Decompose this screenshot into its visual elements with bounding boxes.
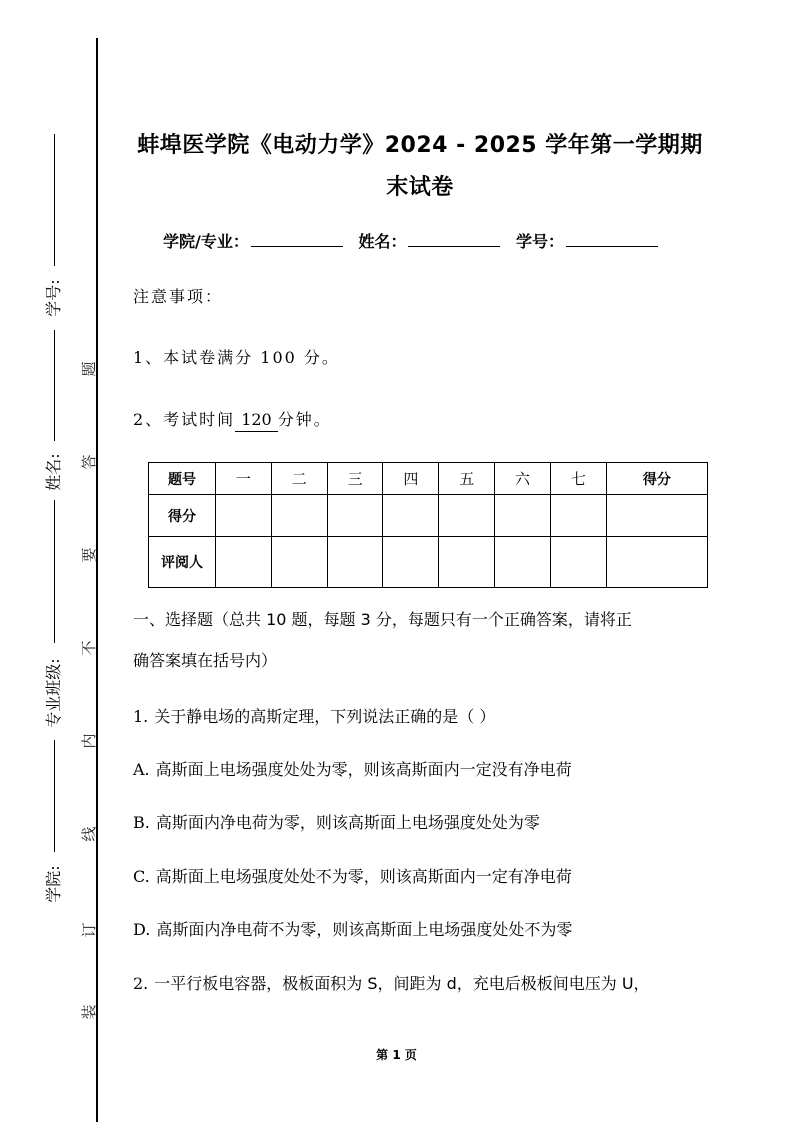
seal-char: 订 — [80, 922, 98, 938]
seal-char: 答 — [80, 454, 98, 470]
score-cell[interactable] — [383, 495, 439, 537]
score-cell[interactable] — [271, 495, 327, 537]
header-cell: 题号 — [149, 463, 216, 495]
score-cell[interactable] — [216, 495, 272, 537]
reviewer-cell[interactable] — [439, 537, 495, 588]
question-text: 一平行板电容器，极板面积为 S，间距为 d，充电后极板间电压为 U， — [154, 974, 650, 993]
seal-char: 内 — [80, 733, 98, 749]
score-cell[interactable] — [439, 495, 495, 537]
page-number: 第 1 页 — [376, 1048, 417, 1062]
score-cell[interactable] — [327, 495, 383, 537]
reviewer-cell[interactable] — [216, 537, 272, 588]
table-row — [149, 495, 708, 537]
name-label: 姓名： — [358, 232, 407, 251]
note-item-2-prefix: 2、考试时间 — [133, 410, 236, 429]
exam-duration-value: 120 — [235, 409, 278, 432]
college-major-label: 学院/专业： — [163, 232, 249, 251]
side-label-name: 姓名: — [44, 453, 63, 491]
option-text: 高斯面上电场强度处处不为零，则该高斯面内一定有净电荷 — [155, 867, 572, 886]
reviewer-cell[interactable] — [550, 537, 606, 588]
student-id-field[interactable] — [566, 230, 658, 247]
option-text: 高斯面内净电荷不为零，则该高斯面上电场强度处处不为零 — [156, 920, 573, 939]
option-a[interactable] — [133, 759, 572, 781]
name-line — [54, 330, 55, 441]
reviewer-cell[interactable] — [383, 537, 439, 588]
note-item-2-suffix: 分钟。 — [277, 410, 332, 429]
option-c[interactable] — [133, 866, 572, 888]
question-1 — [133, 706, 495, 728]
side-label-college: 学院: — [44, 865, 63, 903]
name-field[interactable] — [408, 230, 500, 247]
score-table — [148, 462, 708, 588]
score-cell[interactable] — [606, 495, 707, 537]
header-cell: 二 — [271, 463, 327, 495]
question-number: 2. — [133, 974, 149, 993]
note-item-2 — [133, 409, 332, 432]
header-cell: 七 — [550, 463, 606, 495]
header-cell: 五 — [439, 463, 495, 495]
question-number: 1. — [133, 707, 149, 726]
student-id-line — [54, 134, 55, 266]
reviewer-cell[interactable] — [327, 537, 383, 588]
reviewer-cell[interactable] — [271, 537, 327, 588]
option-label: A. — [133, 760, 150, 779]
row-label: 得分 — [149, 495, 216, 537]
reviewer-cell[interactable] — [606, 537, 707, 588]
question-text: 关于静电场的高斯定理，下列说法正确的是（ ） — [154, 707, 496, 726]
exam-title-line1: 蚌埠医学院《电动力学》2024 - 2025 学年第一学期期 — [137, 133, 703, 158]
notes-heading: 注意事项： — [133, 287, 224, 306]
option-label: B. — [133, 813, 150, 832]
option-text: 高斯面上电场强度处处为零，则该高斯面内一定没有净电荷 — [155, 760, 572, 779]
seal-char: 题 — [80, 361, 98, 377]
section-heading-line2: 确答案填在括号内） — [133, 651, 278, 670]
header-cell: 三 — [327, 463, 383, 495]
option-b[interactable] — [133, 812, 540, 834]
score-cell[interactable] — [550, 495, 606, 537]
row-label: 评阅人 — [149, 537, 216, 588]
header-cell: 一 — [216, 463, 272, 495]
note-item-1: 1、本试卷满分 100 分。 — [133, 348, 340, 367]
binding-line — [96, 38, 98, 1122]
exam-title-line2: 末试卷 — [386, 175, 454, 200]
side-label-student-id: 学号: — [44, 279, 63, 317]
student-info-row — [163, 230, 668, 253]
option-label: C. — [133, 867, 150, 886]
seal-char: 要 — [80, 547, 98, 563]
student-id-label: 学号： — [516, 232, 565, 251]
option-label: D. — [133, 920, 151, 939]
table-row — [149, 537, 708, 588]
college-line — [54, 740, 55, 852]
option-text: 高斯面内净电荷为零，则该高斯面上电场强度处处为零 — [155, 813, 540, 832]
header-cell: 六 — [495, 463, 551, 495]
question-2 — [133, 973, 650, 995]
seal-char: 装 — [80, 1004, 98, 1020]
score-cell[interactable] — [495, 495, 551, 537]
section-heading-line1: 一、选择题（总共 10 题，每题 3 分，每题只有一个正确答案，请将正 — [133, 610, 632, 629]
header-cell: 得分 — [606, 463, 707, 495]
class-line — [54, 500, 55, 643]
side-label-major-class: 专业班级: — [44, 658, 63, 728]
seal-char: 线 — [80, 826, 98, 842]
reviewer-cell[interactable] — [495, 537, 551, 588]
header-cell: 四 — [383, 463, 439, 495]
college-major-field[interactable] — [251, 230, 343, 247]
option-d[interactable] — [133, 919, 572, 941]
seal-char: 不 — [80, 640, 98, 656]
score-table-header-row — [149, 463, 708, 495]
